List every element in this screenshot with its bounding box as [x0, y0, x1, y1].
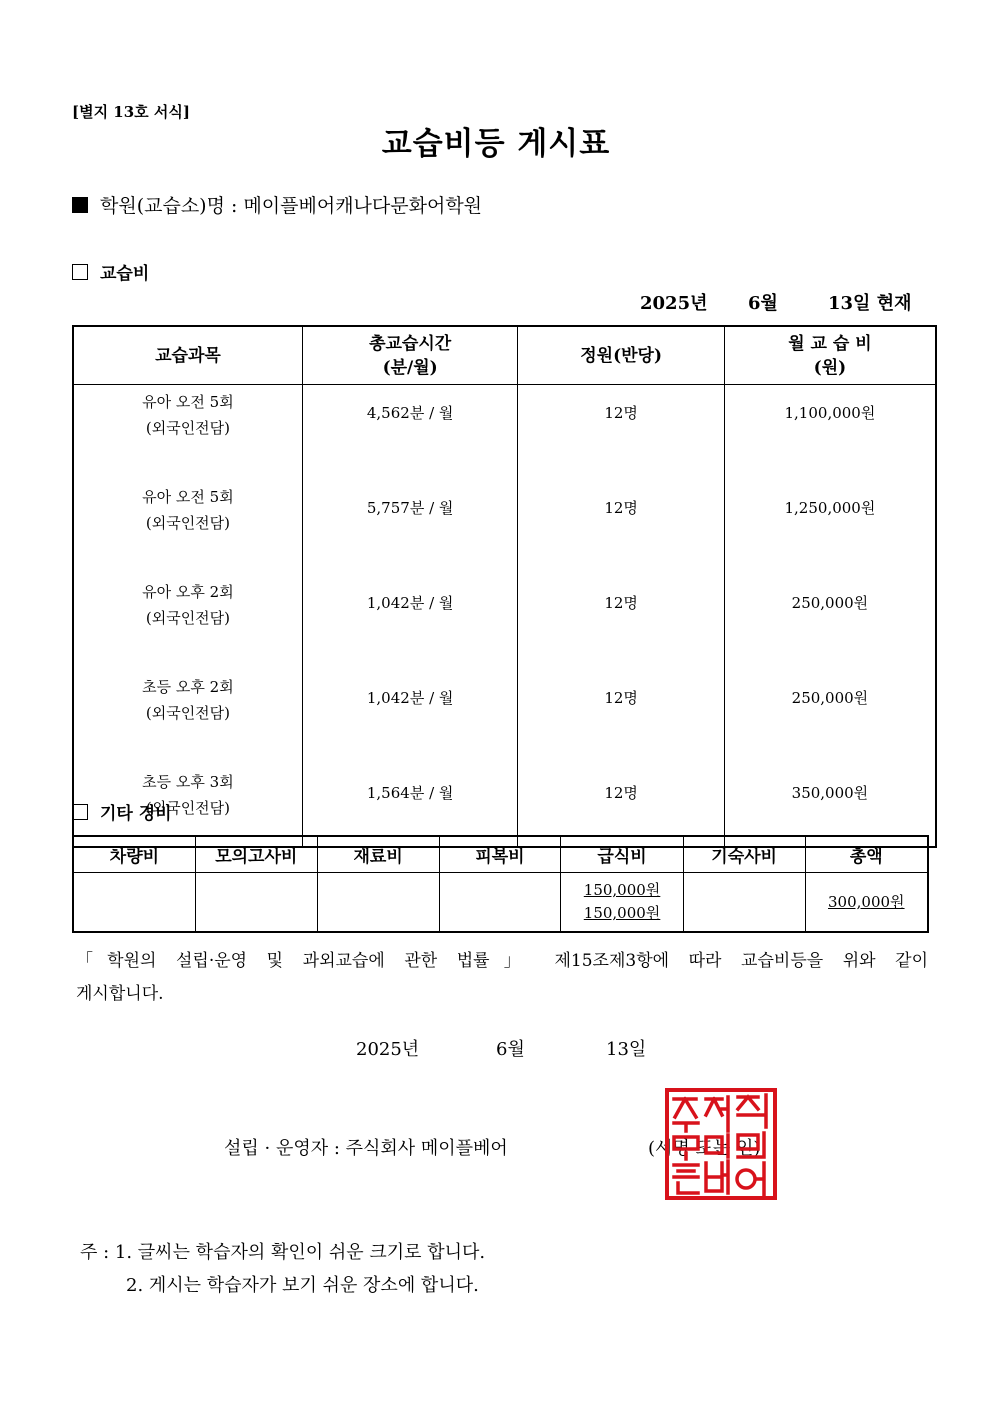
header-meals: 급식비 — [561, 836, 683, 873]
table-row — [73, 385, 936, 481]
materials-cell — [317, 873, 439, 933]
page-title: 교습비등 게시표 — [381, 126, 611, 162]
meals-cell: 150,000원 150,000원 — [561, 873, 683, 933]
subject-cell: 유아 오전 5회 (외국인전담) — [73, 385, 302, 481]
header-materials: 재료비 — [317, 836, 439, 873]
subject-cell: 유아 오후 2회 (외국인전담) — [73, 575, 302, 670]
header-total-time: 총교습시간 (분/월) — [302, 326, 518, 385]
fee-cell: 1,100,000원 — [724, 385, 936, 481]
tuition-table — [72, 325, 937, 848]
other-expenses-table — [72, 835, 929, 933]
academy-name: 메이플베어캐나다문화어학원 — [243, 195, 483, 217]
academy-label: 학원(교습소)명 : — [100, 195, 238, 217]
fee-cell: 350,000원 — [724, 765, 936, 847]
table-row — [73, 873, 928, 933]
header-subject: 교습과목 — [73, 326, 302, 385]
header-uniform: 피복비 — [439, 836, 561, 873]
form-label: [별지 13호 서식] — [72, 103, 190, 121]
date-month: 6월 — [748, 293, 778, 314]
header-total: 총액 — [805, 836, 928, 873]
table-row — [73, 480, 936, 575]
empty-square-icon — [72, 264, 88, 280]
fee-cell: 250,000원 — [724, 670, 936, 765]
dormitory-cell — [683, 873, 805, 933]
other-expenses-heading — [72, 799, 172, 824]
time-cell: 1,042분 / 월 — [302, 670, 518, 765]
subject-cell: 초등 오후 2회 (외국인전담) — [73, 670, 302, 765]
company-seal-icon — [664, 1087, 778, 1201]
filled-square-icon — [72, 197, 88, 213]
date-year: 2025년 — [640, 293, 708, 314]
uniform-cell — [439, 873, 561, 933]
notice-date — [356, 1035, 646, 1061]
fee-cell: 1,250,000원 — [724, 480, 936, 575]
academy-line — [72, 191, 482, 218]
time-cell: 1,042분 / 월 — [302, 575, 518, 670]
legal-notice: 「학원의 설립·운영 및 과외교습에 관한 법률」 제15조제3항에 따라 교습비등을 위와 같이 — [76, 951, 928, 971]
fee-cell: 250,000원 — [724, 575, 936, 670]
table-row — [73, 575, 936, 670]
other-heading-text: 기타 경비 — [100, 804, 172, 824]
signature-placeholder: (서명 또는 인) — [648, 1138, 761, 1159]
current-date — [640, 289, 911, 315]
header-mock-exam: 모의고사비 — [195, 836, 317, 873]
mock-exam-cell — [195, 873, 317, 933]
capacity-cell: 12명 — [518, 575, 724, 670]
subject-cell: 초등 오후 3회 (외국인전담) — [73, 765, 302, 847]
table-header-row — [73, 836, 928, 873]
date-year: 2025년 — [356, 1039, 420, 1060]
tuition-heading-text: 교습비 — [100, 264, 150, 284]
empty-square-icon — [72, 804, 88, 820]
time-cell: 1,564분 / 월 — [302, 765, 518, 847]
capacity-cell: 12명 — [518, 385, 724, 481]
date-day: 13일 — [606, 1039, 647, 1060]
table-row — [73, 670, 936, 765]
capacity-cell: 12명 — [518, 480, 724, 575]
note-1: 주 : 1. 글씨는 학습자의 확인이 쉬운 크기로 합니다. — [80, 1242, 486, 1263]
tuition-section-heading — [72, 259, 149, 284]
date-day: 13일 현재 — [828, 293, 912, 314]
capacity-cell: 12명 — [518, 765, 724, 847]
date-month: 6월 — [496, 1039, 525, 1060]
header-dormitory: 기숙사비 — [683, 836, 805, 873]
header-vehicle: 차량비 — [73, 836, 195, 873]
header-monthly-fee: 월 교 습 비 (원) — [724, 326, 936, 385]
capacity-cell: 12명 — [518, 670, 724, 765]
total-cell: 300,000원 — [805, 873, 928, 933]
operator-name: 설립 · 운영자 : 주식회사 메이플베어 — [224, 1138, 508, 1159]
header-capacity: 정원(반당) — [518, 326, 724, 385]
vehicle-cell — [73, 873, 195, 933]
time-cell: 4,562분 / 월 — [302, 385, 518, 481]
table-header-row — [73, 326, 936, 385]
note-2: 2. 게시는 학습자가 보기 쉬운 장소에 합니다. — [126, 1275, 479, 1296]
subject-cell: 유아 오전 5회 (외국인전담) — [73, 480, 302, 575]
legal-notice-end: 게시합니다. — [76, 984, 164, 1004]
time-cell: 5,757분 / 월 — [302, 480, 518, 575]
